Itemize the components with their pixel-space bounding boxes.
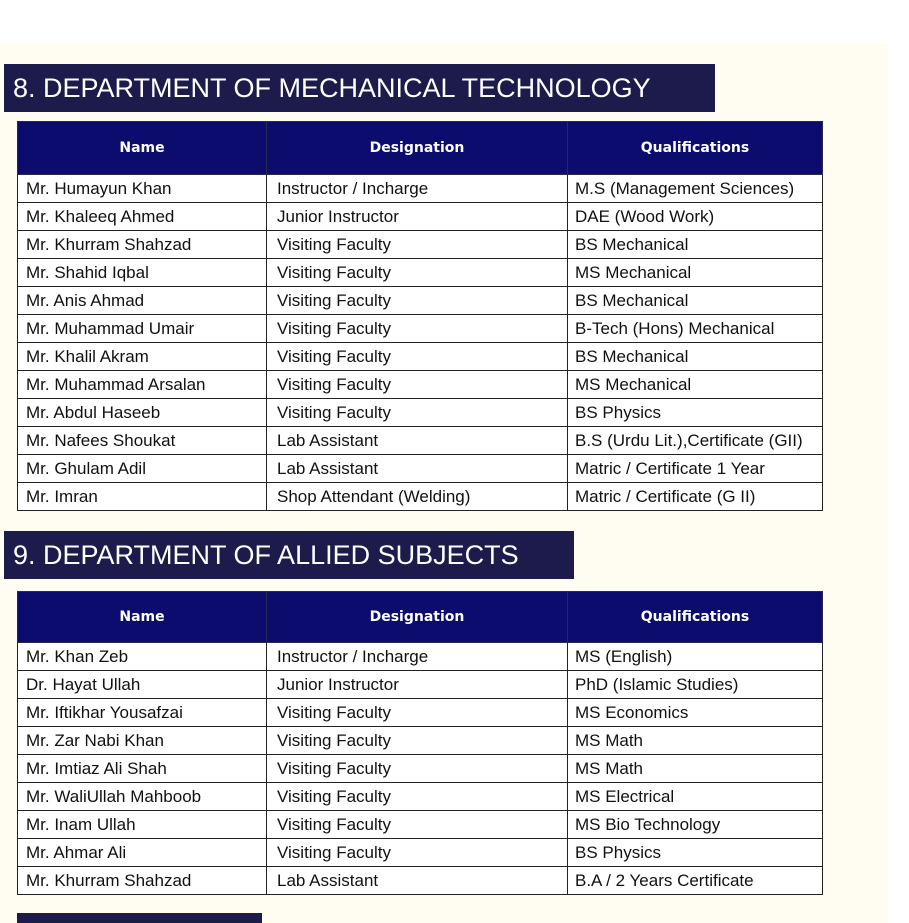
staff-name: Mr. Iftikhar Yousafzai [18, 699, 267, 727]
table-row [18, 175, 823, 203]
staff-qualification: MS (English) [568, 643, 823, 671]
staff-name: Mr. Khan Zeb [18, 643, 267, 671]
staff-qualification: MS Mechanical [568, 259, 823, 287]
staff-designation: Junior Instructor [267, 203, 568, 231]
staff-name: Mr. Shahid Iqbal [18, 259, 267, 287]
staff-name: Mr. Khurram Shahzad [18, 231, 267, 259]
column-header-designation: Designation [267, 592, 568, 643]
staff-name: Mr. Humayun Khan [18, 175, 267, 203]
column-header-designation: Designation [267, 122, 568, 175]
staff-designation: Junior Instructor [267, 671, 568, 699]
allied-staff-table [17, 591, 823, 895]
table-row [18, 371, 823, 399]
staff-designation: Instructor / Incharge [267, 643, 568, 671]
staff-qualification: BS Mechanical [568, 287, 823, 315]
staff-qualification: M.S (Management Sciences) [568, 175, 823, 203]
staff-name: Mr. Khalil Akram [18, 343, 267, 371]
staff-qualification: Matric / Certificate (G II) [568, 483, 823, 511]
staff-qualification: BS Physics [568, 399, 823, 427]
staff-designation: Visiting Faculty [267, 783, 568, 811]
table-row [18, 699, 823, 727]
staff-name: Mr. Ghulam Adil [18, 455, 267, 483]
table-row [18, 287, 823, 315]
staff-name: Mr. Imtiaz Ali Shah [18, 755, 267, 783]
staff-qualification: DAE (Wood Work) [568, 203, 823, 231]
staff-qualification: B.S (Urdu Lit.),Certificate (GII) [568, 427, 823, 455]
staff-name: Mr. Khaleeq Ahmed [18, 203, 267, 231]
staff-name: Mr. Imran [18, 483, 267, 511]
section-title-mechanical: 8. DEPARTMENT OF MECHANICAL TECHNOLOGY [4, 64, 715, 112]
staff-designation: Visiting Faculty [267, 371, 568, 399]
staff-designation: Visiting Faculty [267, 287, 568, 315]
staff-qualification: BS Mechanical [568, 231, 823, 259]
table-header-row [18, 122, 823, 175]
staff-qualification: B-Tech (Hons) Mechanical [568, 315, 823, 343]
table-row [18, 811, 823, 839]
staff-name: Dr. Hayat Ullah [18, 671, 267, 699]
staff-name: Mr. Ahmar Ali [18, 839, 267, 867]
staff-qualification: MS Bio Technology [568, 811, 823, 839]
staff-name: Mr. Muhammad Umair [18, 315, 267, 343]
staff-designation: Lab Assistant [267, 867, 568, 895]
staff-designation: Visiting Faculty [267, 399, 568, 427]
staff-qualification: MS Math [568, 727, 823, 755]
staff-name: Mr. Zar Nabi Khan [18, 727, 267, 755]
table-row [18, 203, 823, 231]
staff-qualification: MS Mechanical [568, 371, 823, 399]
table-row [18, 315, 823, 343]
staff-name: Mr. Anis Ahmad [18, 287, 267, 315]
staff-qualification: B.A / 2 Years Certificate [568, 867, 823, 895]
staff-qualification: MS Economics [568, 699, 823, 727]
mechanical-staff-table [17, 121, 823, 511]
staff-designation: Visiting Faculty [267, 259, 568, 287]
staff-designation: Visiting Faculty [267, 839, 568, 867]
staff-qualification: MS Math [568, 755, 823, 783]
table-row [18, 755, 823, 783]
table-row [18, 427, 823, 455]
next-section-title-bar [17, 913, 262, 923]
staff-qualification: BS Physics [568, 839, 823, 867]
staff-designation: Instructor / Incharge [267, 175, 568, 203]
column-header-qualifications: Qualifications [568, 592, 823, 643]
table-row [18, 727, 823, 755]
table-row [18, 343, 823, 371]
staff-qualification: MS Electrical [568, 783, 823, 811]
staff-designation: Visiting Faculty [267, 315, 568, 343]
staff-name: Mr. Muhammad Arsalan [18, 371, 267, 399]
table-row [18, 399, 823, 427]
table-row [18, 483, 823, 511]
staff-designation: Lab Assistant [267, 427, 568, 455]
staff-designation: Visiting Faculty [267, 231, 568, 259]
table-row [18, 783, 823, 811]
staff-qualification: PhD (Islamic Studies) [568, 671, 823, 699]
table-header-row [18, 592, 823, 643]
staff-name: Mr. Inam Ullah [18, 811, 267, 839]
staff-designation: Visiting Faculty [267, 343, 568, 371]
table-row [18, 671, 823, 699]
staff-designation: Visiting Faculty [267, 755, 568, 783]
staff-qualification: Matric / Certificate 1 Year [568, 455, 823, 483]
column-header-name: Name [18, 592, 267, 643]
section-title-allied: 9. DEPARTMENT OF ALLIED SUBJECTS [4, 531, 574, 579]
table-row [18, 867, 823, 895]
table-row [18, 643, 823, 671]
staff-name: Mr. WaliUllah Mahboob [18, 783, 267, 811]
table-row [18, 231, 823, 259]
staff-name: Mr. Nafees Shoukat [18, 427, 267, 455]
staff-designation: Visiting Faculty [267, 699, 568, 727]
table-row [18, 839, 823, 867]
table-row [18, 259, 823, 287]
staff-designation: Visiting Faculty [267, 727, 568, 755]
staff-qualification: BS Mechanical [568, 343, 823, 371]
staff-name: Mr. Abdul Haseeb [18, 399, 267, 427]
column-header-qualifications: Qualifications [568, 122, 823, 175]
staff-designation: Lab Assistant [267, 455, 568, 483]
staff-designation: Visiting Faculty [267, 811, 568, 839]
table-row [18, 455, 823, 483]
column-header-name: Name [18, 122, 267, 175]
staff-designation: Shop Attendant (Welding) [267, 483, 568, 511]
staff-name: Mr. Khurram Shahzad [18, 867, 267, 895]
